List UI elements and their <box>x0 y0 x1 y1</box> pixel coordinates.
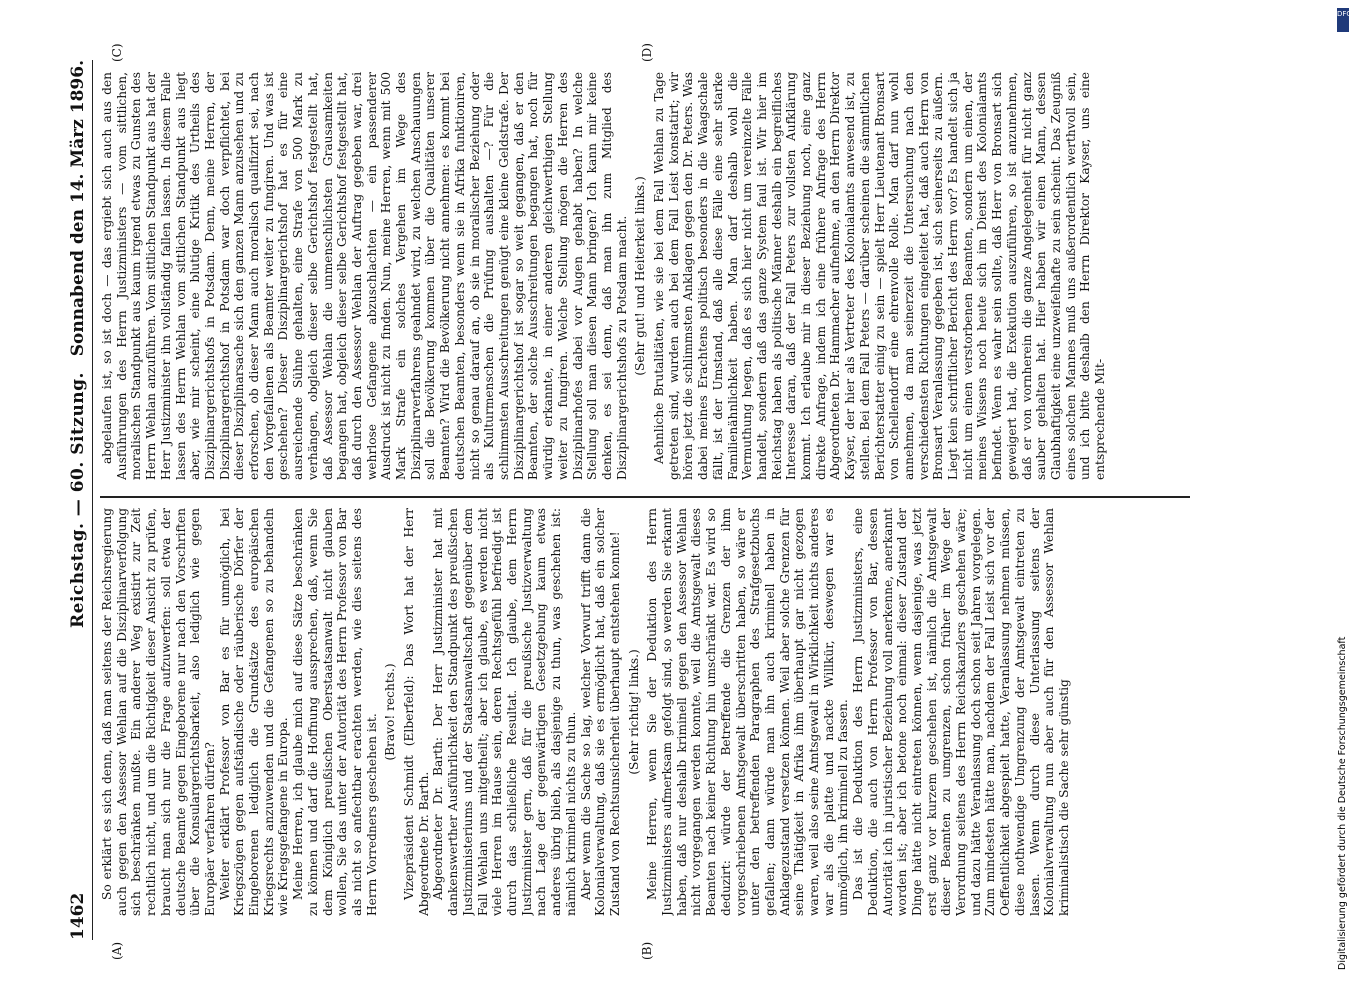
paragraph: abgelaufen ist, so ist doch — das ergiebt sich auch aus den Ausführungen des Herrn Justizministers — vom sittlichen, moralischen Standpunkt aus kaum irgend etwas zu Gunsten des Herrn Wehlan anzuführen. Vom sittlichen Standpunkt aus hat der Herr Justizminister ihn vollständig fallen lassen. In diesem Falle lassen des Herrn Wehlan vom sittlichen Standpunkt aus liegt aber, wie mir scheint, eine blutige Kritik des Urtheils des Disziplinargerichtshofs in Potsdam. Denn, meine Herren, der Disziplinargerichtshof in Potsdam war doch verpflichtet, bei dieser Disziplinarsache sich den ganzen Mann anzusehen und zu erforschen, ob dieser Mann auch moralisch qualifizirt sei, nach den Vorgefallenen als Beamter weiter zu fungiren. Und was ist geschehen? Dieser Disziplinargerichtshof hat es für eine ausreichende Sühne gehalten, eine Strafe von 500 Mark zu verhängen, obgleich dieser selbe Gerichtshof festgestellt hat, daß Assessor Wehlan die unmenschlichsten Grausamkeiten begangen hat, obgleich dieser selbe Gerichtshof festgestellt hat, daß durch den Assessor Wehlan der Auftrag gegeben war, drei wehrlose Gefangene abzuschlachten — ein passenderer Ausdruck ist nicht zu finden. Nun, meine Herren, wenn mit 500 Mark Strafe ein solches Vergehen im Wege des Disziplinarverfahrens geahndet wird, zu welchen Anschauungen soll die Bevölkerung kommen über die Qualitäten unserer Beamten? Wird die Bevölkerung nicht annehmen: es kommt bei deutschen Beamten, besonders wenn sie in Afrika funktioniren, nicht so genau darauf an, ob sie in moralischer Beziehung oder als Kulturmenschen die Prüfung aushalten —? Für die schlimmsten Ausschreitungen genügt eine kleine Geldstrafe. Der Disziplinargerichtshof ist sogar so weit gegangen, daß er den Beamten, der solche Ausschreitungen begangen hat, noch für würdig erkannte, in einer anderen gleichwerthigen Stellung weiter zu fungiren. Welche Stellung mögen die Herren des Disziplinarhofes dabei vor Augen gehabt haben? In welche Stellung soll man diesen Mann bringen? Ich kann mir keine denken, es sei denn, daß man ihn zum Mitglied des Disziplinargerichtshofs zu Potsdam macht. <box>100 72 629 480</box>
right-column <box>100 72 1190 480</box>
paragraph: So erklärt es sich denn, daß man seitens der Reichsregierung auch gegen den Assessor Wehlan auf die Disziplinarverfolgung sich beschränken mußte. Ein anderer Weg existirt zur Zeit rechtlich nicht, und um die Richtigkeit dieser Ansicht zu prüfen, braucht man sich nur die Frage aufzuwerfen: soll etwa der deutsche Beamte gegen Eingeborene nur nach den Vorschriften über die Konsulargerichtsbarkeit, also lediglich wie gegen Europäer verfahren dürfen? <box>100 508 217 916</box>
paragraph: Abgeordneter Dr. Barth: Der Herr Justizminister hat mit dankenswerther Ausführlichkeit den Standpunkt des preußischen Justizministeriums und der Staatsanwaltschaft gegenüber dem Fall Wehlan uns mitgetheilt; aber ich glaube, es werden nicht viele Herren im Hause sein, deren Rechtsgefühl befriedigt ist durch das schließliche Resultat. Ich glaube, dem Herrn Justizminister gern, daß für die preußische Justizverwaltung nach Lage der gegenwärtigen Gesetzgebung kaum etwas anderes übrig blieb, als dasjenige zu thun, was geschehen ist: nämlich kriminell nichts zu thun. <box>431 508 578 916</box>
paragraph: Das ist die Deduktion des Herrn Justizministers, eine Deduktion, die auch von Herrn Professor von Bar, dessen Autorität ich in juristischer Beziehung voll anerkenne, anerkannt worden ist; aber ich betone noch einmal: dieser Zustand der Dinge hätte nicht eintreten können, wenn dasjenige, was jetzt erst ganz vor kurzem geschehen ist, nämlich die Amtsgewalt dieser Beamten zu umgrenzen, schon früher im Wege der Verordnung seitens des Herrn Reichskanzlers geschehen wäre; und dazu hätte Veranlassung doch schon seit Jahren vorgelegen. Zum mindesten hätte man, nachdem der Fall Leist sich vor der Oeffentlichkeit abgespielt hatte, Veranlassung nehmen müssen, diese nothwendige Umgrenzung der Amtsgewalt eintreten zu lassen. Wenn durch diese Unterlassung seitens der Kolonialverwaltung nun aber auch für den Assessor Wehlan kriminalistisch die Sache sehr günstig <box>851 508 1071 916</box>
page-header <box>64 60 93 940</box>
credit-text: Digitalisierung gefördert durch die Deutsche Forschungsgemeinschaft <box>1337 636 1348 970</box>
applause-note: (Sehr richtig! links.) <box>626 649 641 775</box>
applause-note: (Sehr gut! und Heiterkeit links.) <box>633 176 648 376</box>
margin-mark-c: (C) <box>110 43 124 62</box>
session-date: Sonnabend den 14. März 1896. <box>68 60 88 357</box>
margin-mark-a: (A) <box>110 941 124 960</box>
column-divider <box>100 497 1190 499</box>
paragraph: Meine Herren, ich glaube mich auf diese Sätze beschränken zu können und darf die Hoffnung aussprechen, daß, wenn Sie dem Königlich preußischen Oberstaatsanwalt nicht glauben wollen, Sie das unter der Autorität des Herrn Professor von Bar als nicht so anfechtbar erachten werden, wie dies seitens des Herrn Vorredners geschehen ist. <box>291 508 379 916</box>
dfg-logo: DFG <box>1337 8 1349 32</box>
paragraph: Vizepräsident Schmidt (Elberfeld): Das Wort hat der Herr Abgeordnete Dr. Barth. <box>402 508 431 916</box>
applause-note: (Bravo! rechts.) <box>383 663 398 761</box>
paragraph: Aber wenn die Sache so lag, welcher Vorwurf trifft dann die Kolonialverwaltung, daß sie es ermöglicht hat, daß ein solcher Zustand von Rechtsunsicherheit überhaupt entstehen konnte! <box>578 508 622 916</box>
paragraph: Meine Herren, wenn Sie der Deduktion des Herrn Justizministers aufmerksam gefolgt sind, so werden Sie erkannt haben, daß nur deshalb kriminell gegen den Assessor Wehlan nicht vorgegangen werden konnte, weil die Amtsgewalt dieses Beamten nach keiner Richtung hin umschränkt war. Es wird so deduzirt: würde der Betreffende die Grenzen der ihm vorgeschriebenen Amtsgewalt überschritten haben, so wäre er unter den betreffenden Paragraphen des Strafgesetzbuchs gefallen; dann würde man ihn auch kriminell haben in Anklagezustand versetzen können. Weil aber solche Grenzen für seine Thätigkeit in Afrika ihm überhaupt gar nicht gezogen waren, weil also seine Amtsgewalt in Wirklichkeit nichts anderes war als die platte und nackte Willkür, deswegen war es unmöglich, ihn kriminell zu fassen. <box>645 508 851 916</box>
margin-mark-b: (B) <box>640 941 654 960</box>
paragraph: Aehnliche Brutalitäten, wie sie bei dem Fall Wehlan zu Tage getreten sind, wurden auch bei dem Fall Leist konstatirt; wir hören jetzt die schlimmsten Anklagen gegen den Dr. Peters. Was dabei meines Erachtens politisch besonders in die Waagschale fällt, ist der Umstand, daß alle diese Fälle eine sehr starke Familienähnlichkeit haben. Man darf deshalb wohl die Vermuthung hegen, daß es sich hier nicht um vereinzelte Fälle handelt, sondern daß das ganze System faul ist. Wir hier im Reichstag haben als politische Männer deshalb ein begreifliches Interesse daran, daß der Fall Peters zur vollsten Aufklärung kommt. Ich erlaube mir in dieser Beziehung noch, eine ganz direkte Anfrage, indem ich eine frühere Anfrage des Herrn Abgeordneten Dr. Hammacher aufnehme, an den Herrn Direktor Kayser, der hier als Vertreter des Kolonialamts anwesend ist, zu stellen. Bei dem Fall Peters — darüber scheinen die sämmtlichen Berichterstatter einig zu sein — spielt Herr Lieutenant Bronsart von Schellendorff eine ehrenvolle Rolle. Man darf nun wohl annehmen, da man seinerzeit die Untersuchung nach den verschiedensten Richtungen eingeleitet hat, daß auch Herrn von Bronsart Veranlassung gegeben ist, sich seinerseits zu äußern. Liegt kein schriftlicher Bericht des Herrn vor? Es handelt sich ja nicht um einen verstorbenen Beamten, sondern um einen, der meines Wissens noch heute sich im Dienst des Kolonialamts befindet. Wenn es wahr sein sollte, daß Herr von Bronsart sich geweigert hat, die Exekution auszuführen, so ist anzunehmen, daß er von vornherein die ganze Angelegenheit für nicht ganz sauber gehalten hat. Hier haben wir einen Mann, dessen Glaubhaftigkeit eine unzweifelhafte zu sein scheint. Das Zeugniß eines solchen Mannes muß uns außerordentlich werthvoll sein, und ich bitte deshalb den Herrn Direktor Kayser, uns eine entsprechende Mit- <box>652 72 1108 480</box>
page-title: Reichstag. — 60. Sitzung. <box>68 372 88 628</box>
margin-mark-d: (D) <box>640 43 654 62</box>
digitization-credit <box>1337 30 1349 970</box>
paragraph: Weiter erklärt Professor von Bar es für unmöglich, bei Kriegszügen gegen aufständische oder räuberische Dörfer der Eingeborenen lediglich die Grundsätze des europäischen Kriegsrechts anzuwenden und die Gefangenen so zu behandeln wie Kriegsgefangene in Europa. <box>217 508 291 916</box>
left-column <box>100 508 1190 916</box>
page-number: 1462 <box>68 892 88 940</box>
